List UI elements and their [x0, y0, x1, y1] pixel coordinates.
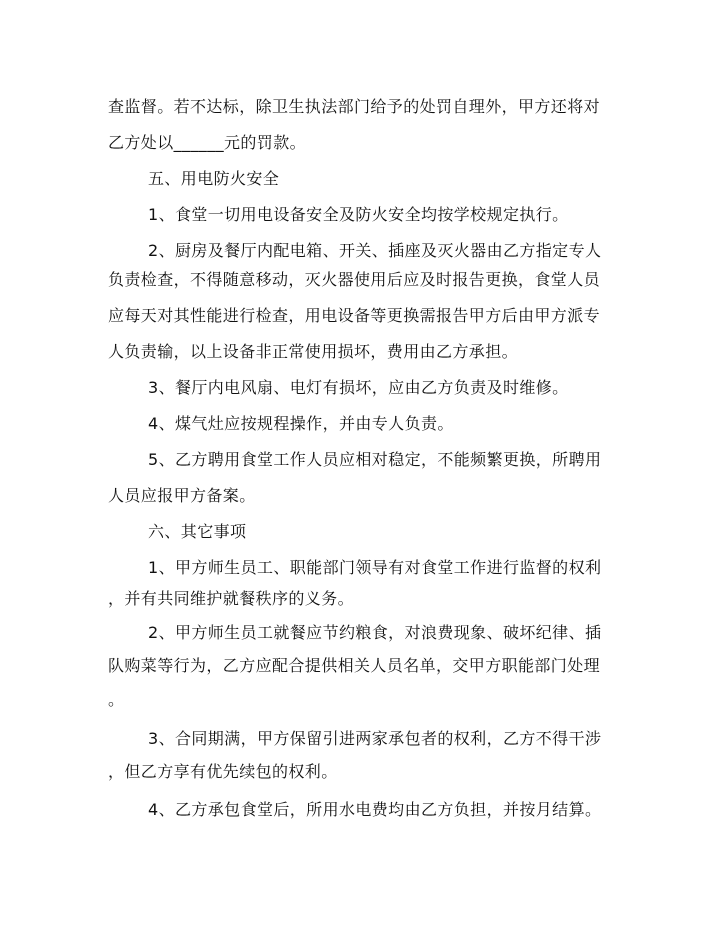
- text-line: 3、合同期满，甲方保留引进两家承包者的权利，乙方不得干涉: [148, 729, 602, 748]
- text-line: 查监督。若不达标，除卫生执法部门给予的处罚自理外，甲方还将对: [108, 97, 601, 116]
- text-line: 应每天对其性能进行检查，用电设备等更换需报告甲方后由甲方派专: [108, 306, 601, 325]
- text-line: 4、乙方承包食堂后，所用水电费均由乙方负担，并按月结算。: [148, 800, 602, 819]
- text-line: 人员应报甲方备案。: [108, 486, 256, 505]
- text-line: 人负责输，以上设备非正常使用损坏，费用由乙方承担。: [108, 342, 519, 361]
- text-line: 队购菜等行为，乙方应配合提供相关人员名单，交甲方职能部门处理: [108, 656, 601, 675]
- text-line: ，但乙方享有优先续包的权利。: [108, 762, 338, 781]
- text-line: 。: [108, 690, 125, 709]
- text-line: 5、乙方聘用食堂工作人员应相对稳定，不能频繁更换，所聘用: [148, 450, 602, 469]
- text-line: ，并有共同维护就餐秩序的义务。: [108, 589, 355, 608]
- text-line: 1、食堂一切用电设备安全及防火安全均按学校规定执行。: [148, 205, 569, 224]
- text-line: 2、甲方师生员工就餐应节约粮食，对浪费现象、破坏纪律、插: [148, 623, 602, 642]
- text-line: 乙方处以______元的罚款。: [108, 133, 307, 152]
- text-line: 3、餐厅内电风扇、电灯有损坏，应由乙方负责及时维修。: [148, 378, 569, 397]
- text-line: 4、煤气灶应按规程操作，并由专人负责。: [148, 414, 454, 433]
- section-heading: 六、其它事项: [148, 522, 247, 541]
- text-line: 2、厨房及餐厅内配电箱、开关、插座及灭火器由乙方指定专人: [148, 241, 602, 260]
- text-line: 1、甲方师生员工、职能部门领导有对食堂工作进行监督的权利: [148, 558, 602, 577]
- text-line: 负责检查，不得随意移动，灭火器使用后应及时报告更换，食堂人员: [108, 270, 601, 289]
- section-heading: 五、用电防火安全: [148, 169, 280, 188]
